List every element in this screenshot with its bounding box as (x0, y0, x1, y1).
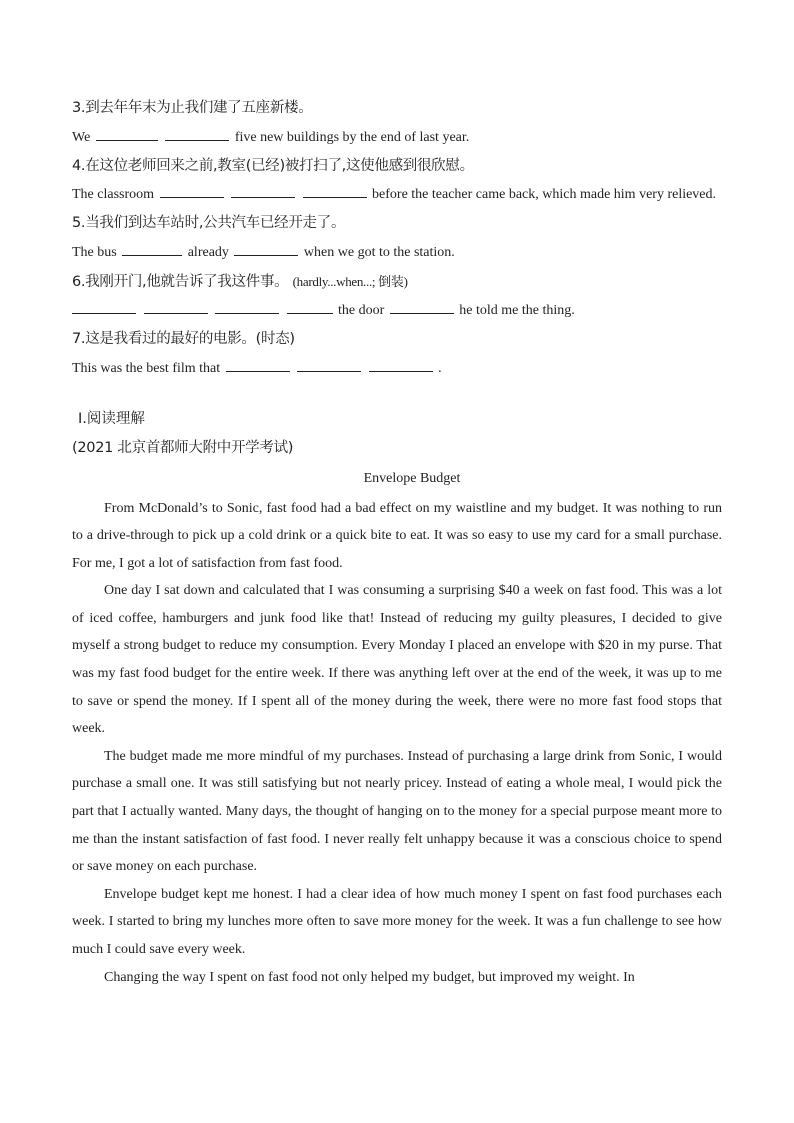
question-6-answer-line (72, 296, 720, 325)
answer-blank[interactable] (369, 359, 433, 372)
passage-paragraph-4: Envelope budget kept me honest. I had a clear idea of how much money I spent on fast food purchases each week. I started to bring my lunches more often to save more money for the week. It was a fun challenge to see how much I could save every week. (72, 886, 722, 957)
section-spacer (72, 383, 720, 405)
question-6-chinese (72, 267, 720, 296)
passage-paragraph-1: From McDonald’s to Sonic, fast food had a bad effect on my waistline and my budget. It was nothing to run to a drive-through to pick up a cold drink or a quick bite to eat. It was so easy to use my card for a small purchase. For me, I got a lot of satisfaction from fast food. (72, 500, 722, 571)
passage-paragraph-3: The budget made me more mindful of my purchases. Instead of purchasing a large drink from Sonic, I would purchase a small one. It was still satisfying but not nearly pricey. Instead of eating a whole meal, I would pick the part that I actually wanted. Many days, the thought of hanging on to the money for a special purpose meant more to me than the instant satisfaction of fast food. I never really felt unhappy because it was a conscious choice to spend or save money on each purchase. (72, 748, 722, 875)
answer-blank[interactable] (234, 243, 298, 256)
answer-blank[interactable] (160, 185, 224, 198)
answer-blank[interactable] (390, 301, 454, 314)
question-7-answer-line (72, 354, 720, 383)
question-6-middle: the door (338, 302, 385, 318)
question-6-text: 6.我刚开门,他就告诉了我这件事。 (72, 273, 289, 290)
question-3-chinese: 3.到去年年末为止我们建了五座新楼。 (72, 100, 313, 116)
answer-blank[interactable] (287, 301, 333, 314)
question-6-hint: (hardly...when...; 倒装) (292, 273, 408, 289)
answer-blank[interactable] (144, 301, 208, 314)
answer-blank[interactable] (297, 359, 361, 372)
question-5-suffix: when we got to the station. (303, 244, 455, 260)
question-3-suffix: five new buildings by the end of last year. (234, 130, 470, 145)
question-5-middle: already (187, 244, 229, 260)
answer-blank[interactable] (165, 128, 229, 141)
question-7-chinese: 7.这是我看过的最好的电影。(时态) (72, 330, 295, 347)
answer-blank[interactable] (215, 301, 279, 314)
question-7-suffix: . (438, 360, 442, 376)
question-3-prefix: We (72, 130, 91, 145)
question-5-prefix: The bus (72, 244, 117, 260)
question-3-answer-line (72, 123, 720, 152)
question-4-chinese: 4.在这位老师回来之前,教室(已经)被打扫了,这使他感到很欣慰。 (72, 158, 474, 174)
section-source: (2021 北京首都师大附中开学考试) (72, 439, 294, 456)
question-4-prefix: The classroom (72, 187, 155, 202)
question-5-answer-line (72, 238, 720, 267)
passage-paragraph-5: Changing the way I spent on fast food not only helped my budget, but improved my weight. In (104, 969, 635, 985)
answer-blank[interactable] (231, 185, 295, 198)
question-6-suffix: he told me the thing. (459, 302, 575, 318)
passage-paragraph-2: One day I sat down and calculated that I was consuming a surprising $40 a week on fast food. This was a lot of iced coffee, hamburgers and junk food like that! Instead of reducing my guilty pleasures, I decided to give myself a strong budget to reduce my consumption. Every Monday I placed an envelope with $20 in my purse. That was my fast food budget for the entire week. If there was anything left over at the end of the week, it was up to me to save or spend the money. If I spent all of the money during the week, there were no more fast food stops that week. (72, 583, 722, 737)
answer-blank[interactable] (96, 128, 158, 141)
answer-blank[interactable] (226, 359, 290, 372)
passage-title: Envelope Budget (363, 470, 461, 486)
question-5-chinese: 5.当我们到达车站时,公共汽车已经开走了。 (72, 214, 346, 231)
question-4-answer-line (72, 181, 720, 209)
question-7-prefix: This was the best film that (72, 360, 221, 376)
question-4-suffix: before the teacher came back, which made him very relieved. (372, 187, 717, 202)
document-content (72, 94, 720, 991)
answer-blank[interactable] (303, 185, 367, 198)
section-title: Ⅰ.阅读理解 (78, 410, 145, 427)
answer-blank[interactable] (122, 243, 182, 256)
answer-blank[interactable] (72, 301, 136, 314)
